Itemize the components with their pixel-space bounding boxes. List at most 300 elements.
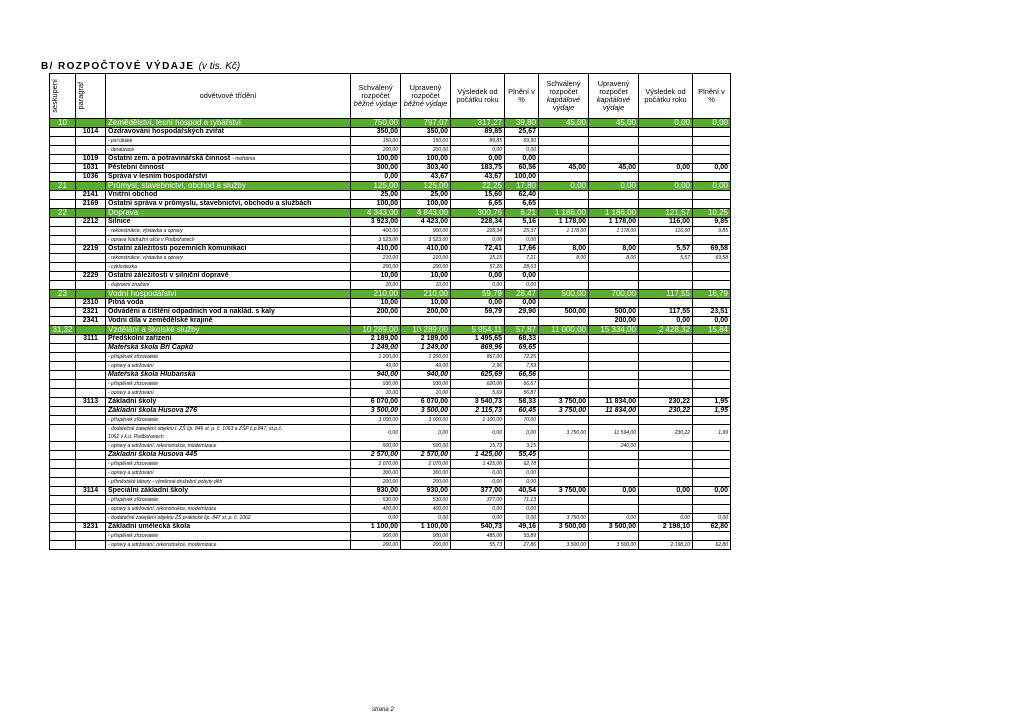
vysledek-kapital-cell: 230,22 <box>639 407 693 416</box>
schvaleny-kapital-cell <box>539 353 589 362</box>
plneni-kapital-cell <box>693 416 731 425</box>
plneni-kapital-cell <box>693 335 731 344</box>
plneni-bezne-cell: 55,45 <box>505 451 539 460</box>
vysledek-kapital-cell <box>639 451 693 460</box>
plneni-bezne-cell: 0,00 <box>505 514 539 523</box>
vysledek-kapital-cell <box>639 460 693 469</box>
schvaleny-kapital-cell <box>539 173 589 182</box>
row-label: - psí útulek <box>108 138 133 144</box>
vysledek-kapital-cell <box>639 371 693 380</box>
paragraf-cell <box>76 290 106 299</box>
paragraf-cell: 2212 <box>76 218 106 227</box>
paragraf-cell <box>76 353 106 362</box>
row-label: Pěstební činnost <box>108 164 165 171</box>
paragraf-cell: 1019 <box>76 155 106 164</box>
trideni-cell <box>106 119 351 128</box>
schvaleny-bezne-cell <box>351 317 401 326</box>
schvaleny-bezne-cell: 210,00 <box>351 290 401 299</box>
schvaleny-bezne-cell: 100,00 <box>351 200 401 209</box>
upraveny-bezne-cell: 10,00 <box>401 281 451 290</box>
trideni-cell <box>106 227 351 236</box>
upraveny-kapital-cell: 11 834,00 <box>589 398 639 407</box>
detail-row <box>50 227 731 236</box>
vysledek-kapital-cell: 5,57 <box>639 254 693 263</box>
schvaleny-bezne-cell: 500,00 <box>351 442 401 451</box>
detail-row <box>50 505 731 514</box>
upraveny-bezne-cell: 940,00 <box>401 371 451 380</box>
upraveny-bezne-cell: 200,00 <box>401 541 451 550</box>
paragraf-cell <box>76 263 106 272</box>
vysledek-kapital-cell: 0,00 <box>639 164 693 173</box>
upraveny-kapital-cell: 15 334,00 <box>589 326 639 335</box>
header-plneni-kapital: Plnění v % <box>693 74 731 119</box>
upraveny-kapital-cell: 1 178,00 <box>589 227 639 236</box>
seskupeni-cell <box>50 263 76 272</box>
schvaleny-bezne-cell: 350,00 <box>351 128 401 137</box>
trideni-cell <box>106 487 351 496</box>
trideni-cell <box>106 496 351 505</box>
plneni-kapital-cell: 9,85 <box>693 218 731 227</box>
trideni-cell <box>106 209 351 218</box>
trideni-cell <box>106 398 351 407</box>
paragraph-row <box>50 335 731 344</box>
plneni-kapital-cell: 16,79 <box>693 290 731 299</box>
page-heading <box>41 61 240 72</box>
schvaleny-kapital-cell <box>539 478 589 487</box>
schvaleny-kapital-cell: 500,00 <box>539 308 589 317</box>
trideni-cell <box>106 407 351 416</box>
trideni-cell <box>106 335 351 344</box>
seskupeni-cell <box>50 146 76 155</box>
school-row <box>50 451 731 460</box>
upraveny-bezne-cell: 0,00 <box>401 514 451 523</box>
vysledek-bezne-cell: 1 495,65 <box>451 335 505 344</box>
row-label: Ostatní správa v průmyslu, stavebnictví, obchodu a službách <box>108 200 312 207</box>
plneni-kapital-cell: 10,25 <box>693 209 731 218</box>
detail-row <box>50 362 731 371</box>
plneni-kapital-cell: 9,85 <box>693 227 731 236</box>
schvaleny-kapital-cell <box>539 344 589 353</box>
plneni-kapital-cell <box>693 380 731 389</box>
plneni-bezne-cell: 59,90 <box>505 137 539 146</box>
schvaleny-bezne-cell: 400,00 <box>351 505 401 514</box>
schvaleny-bezne-cell: 2 189,00 <box>351 335 401 344</box>
plneni-bezne-cell: 0,00 <box>505 236 539 245</box>
row-label: - deratizace <box>108 147 135 153</box>
seskupeni-cell <box>50 191 76 200</box>
schvaleny-bezne-cell: 940,00 <box>351 371 401 380</box>
upraveny-kapital-cell <box>589 389 639 398</box>
row-label: Silnice <box>108 218 131 225</box>
vysledek-kapital-cell: 121,57 <box>639 209 693 218</box>
seskupeni-cell <box>50 344 76 353</box>
row-label-cont: 1062 v k.ú. Podbořanech <box>108 434 164 440</box>
vysledek-bezne-cell: 183,75 <box>451 164 505 173</box>
vysledek-kapital-cell: 117,55 <box>639 308 693 317</box>
plneni-bezne-cell: 5,16 <box>505 218 539 227</box>
paragraf-cell <box>76 371 106 380</box>
plneni-bezne-cell: 0,00 <box>505 425 539 442</box>
group-row <box>50 209 731 218</box>
trideni-cell <box>106 308 351 317</box>
paragraph-row <box>50 200 731 209</box>
plneni-kapital-cell <box>693 236 731 245</box>
plneni-kapital-cell <box>693 272 731 281</box>
detail-row <box>50 137 731 146</box>
upraveny-bezne-cell: 150,00 <box>401 137 451 146</box>
schvaleny-kapital-cell: 3 750,00 <box>539 398 589 407</box>
vysledek-kapital-cell: 0,00 <box>639 317 693 326</box>
plneni-bezne-cell: 56,87 <box>505 389 539 398</box>
plneni-bezne-cell: 6,65 <box>505 200 539 209</box>
budget-table <box>49 73 731 550</box>
row-label: - příspěvek zřizovatele <box>108 417 159 423</box>
schvaleny-bezne-cell: 1 249,00 <box>351 344 401 353</box>
paragraf-cell: 3113 <box>76 398 106 407</box>
plneni-kapital-cell: 1,95 <box>693 398 731 407</box>
trideni-cell <box>106 380 351 389</box>
upraveny-bezne-cell: 100,00 <box>401 200 451 209</box>
detail-row <box>50 496 731 505</box>
upraveny-kapital-cell <box>589 371 639 380</box>
plneni-kapital-cell <box>693 299 731 308</box>
seskupeni-cell <box>50 496 76 505</box>
paragraf-cell <box>76 460 106 469</box>
plneni-bezne-cell: 27,86 <box>505 541 539 550</box>
plneni-bezne-cell: 0,00 <box>505 299 539 308</box>
row-label: Odvádění a čištění odpadních vod a naklád. s kaly <box>108 308 275 315</box>
schvaleny-kapital-cell: 500,00 <box>539 290 589 299</box>
vysledek-bezne-cell: 57,26 <box>451 263 505 272</box>
paragraf-cell: 3114 <box>76 487 106 496</box>
paragraf-cell <box>76 146 106 155</box>
plneni-bezne-cell: 53,89 <box>505 532 539 541</box>
schvaleny-bezne-cell: 10 289,00 <box>351 326 401 335</box>
seskupeni-cell <box>50 416 76 425</box>
paragraph-row <box>50 272 731 281</box>
upraveny-bezne-cell: 530,00 <box>401 496 451 505</box>
plneni-bezne-cell: 49,16 <box>505 523 539 532</box>
trideni-cell <box>106 281 351 290</box>
upraveny-kapital-cell <box>589 416 639 425</box>
upraveny-kapital-cell: 200,00 <box>589 317 639 326</box>
plneni-bezne-cell: 57,87 <box>505 326 539 335</box>
header-vysledek-bezne: Výsledek od počátku roku <box>451 74 505 119</box>
trideni-cell <box>106 326 351 335</box>
plneni-bezne-cell: 62,78 <box>505 460 539 469</box>
seskupeni-cell <box>50 164 76 173</box>
vysledek-kapital-cell: 116,00 <box>639 227 693 236</box>
schvaleny-kapital-cell: 3 750,00 <box>539 514 589 523</box>
vysledek-bezne-cell: 485,00 <box>451 532 505 541</box>
paragraf-cell <box>76 532 106 541</box>
upraveny-bezne-cell: 10,00 <box>401 299 451 308</box>
plneni-bezne-cell: 25,37 <box>505 227 539 236</box>
paragraf-cell <box>76 380 106 389</box>
vysledek-bezne-cell: 0,00 <box>451 425 505 442</box>
row-label: - dodatečné zateplení objektu ZŠ praktické čp. 847 st. p. č. 1062 <box>108 515 251 521</box>
upraveny-bezne-cell: 10 289,00 <box>401 326 451 335</box>
row-label: - příspěvek zřizovatele <box>108 354 159 360</box>
schvaleny-kapital-cell <box>539 281 589 290</box>
trideni-cell <box>106 541 351 550</box>
schvaleny-kapital-cell <box>539 380 589 389</box>
plneni-bezne-cell: 0,00 <box>505 478 539 487</box>
row-label: - opravy a udržování <box>108 390 154 396</box>
paragraph-row <box>50 398 731 407</box>
vysledek-kapital-cell: 0,00 <box>639 487 693 496</box>
upraveny-kapital-cell <box>589 299 639 308</box>
vysledek-kapital-cell: 0,00 <box>639 514 693 523</box>
upraveny-bezne-cell: 303,40 <box>401 164 451 173</box>
paragraf-cell <box>76 236 106 245</box>
row-label: - opravy a udržování, rekonstrukce, modernizace <box>108 443 217 449</box>
vysledek-bezne-cell: 228,34 <box>451 227 505 236</box>
upraveny-bezne-cell: 0,00 <box>401 425 451 442</box>
upraveny-kapital-cell <box>589 281 639 290</box>
schvaleny-bezne-cell: 200,00 <box>351 478 401 487</box>
schvaleny-bezne-cell: 4 343,00 <box>351 209 401 218</box>
plneni-kapital-cell: 0,00 <box>693 317 731 326</box>
plneni-bezne-cell: 62,40 <box>505 191 539 200</box>
trideni-cell <box>106 442 351 451</box>
schvaleny-kapital-cell <box>539 496 589 505</box>
upraveny-kapital-cell: 240,00 <box>589 442 639 451</box>
seskupeni-cell <box>50 281 76 290</box>
paragraf-cell <box>76 407 106 416</box>
upraveny-bezne-cell: 797,07 <box>401 119 451 128</box>
plneni-bezne-cell: 72,25 <box>505 353 539 362</box>
vysledek-kapital-cell <box>639 389 693 398</box>
detail-row <box>50 416 731 425</box>
paragraf-cell <box>76 496 106 505</box>
vysledek-bezne-cell: 89,85 <box>451 128 505 137</box>
paragraf-cell <box>76 389 106 398</box>
upraveny-kapital-cell <box>589 460 639 469</box>
plneni-kapital-cell <box>693 191 731 200</box>
seskupeni-cell <box>50 200 76 209</box>
plneni-kapital-cell <box>693 155 731 164</box>
header-vysledek-kapital: Výsledek od počátku roku <box>639 74 693 119</box>
trideni-cell <box>106 200 351 209</box>
schvaleny-bezne-cell: 1 200,00 <box>351 353 401 362</box>
schvaleny-kapital-cell <box>539 505 589 514</box>
upraveny-kapital-cell <box>589 451 639 460</box>
paragraph-row <box>50 317 731 326</box>
plneni-bezne-cell: 28,47 <box>505 290 539 299</box>
upraveny-bezne-cell: 200,00 <box>401 478 451 487</box>
upraveny-bezne-cell: 900,00 <box>401 227 451 236</box>
seskupeni-cell <box>50 407 76 416</box>
vysledek-bezne-cell: 55,73 <box>451 541 505 550</box>
upraveny-bezne-cell: 4 843,00 <box>401 209 451 218</box>
row-label: Předškolní zařízení <box>108 335 172 342</box>
vysledek-kapital-cell <box>639 146 693 155</box>
vysledek-bezne-cell: 2,96 <box>451 362 505 371</box>
vysledek-bezne-cell: 15,15 <box>451 254 505 263</box>
upraveny-bezne-cell: 410,00 <box>401 245 451 254</box>
paragraf-cell: 1014 <box>76 128 106 137</box>
trideni-cell <box>106 191 351 200</box>
seskupeni-cell <box>50 505 76 514</box>
vysledek-bezne-cell: 3 540,73 <box>451 398 505 407</box>
schvaleny-bezne-cell: 10,00 <box>351 281 401 290</box>
upraveny-kapital-cell <box>589 532 639 541</box>
plneni-kapital-cell <box>693 353 731 362</box>
upraveny-kapital-cell <box>589 137 639 146</box>
plneni-bezne-cell: 40,54 <box>505 487 539 496</box>
school-row <box>50 407 731 416</box>
plneni-kapital-cell: 0,00 <box>693 514 731 523</box>
paragraf-cell: 2310 <box>76 299 106 308</box>
plneni-kapital-cell: 1,95 <box>693 407 731 416</box>
paragraf-cell: 2229 <box>76 272 106 281</box>
seskupeni-cell <box>50 514 76 523</box>
schvaleny-bezne-cell: 200,00 <box>351 263 401 272</box>
detail-row <box>50 442 731 451</box>
upraveny-bezne-cell: 6 070,00 <box>401 398 451 407</box>
vysledek-kapital-cell <box>639 200 693 209</box>
paragraf-cell <box>76 362 106 371</box>
upraveny-kapital-cell <box>589 155 639 164</box>
vysledek-kapital-cell: 2 428,32 <box>639 326 693 335</box>
schvaleny-bezne-cell: 25,00 <box>351 191 401 200</box>
schvaleny-bezne-cell: 200,00 <box>351 146 401 155</box>
vysledek-bezne-cell: 0,00 <box>451 236 505 245</box>
vysledek-bezne-cell: 0,00 <box>451 505 505 514</box>
schvaleny-kapital-cell <box>539 469 589 478</box>
vysledek-bezne-cell: 0,00 <box>451 514 505 523</box>
seskupeni-cell <box>50 218 76 227</box>
plneni-kapital-cell <box>693 200 731 209</box>
header-paragraf: paragraf <box>76 74 106 119</box>
trideni-cell <box>106 353 351 362</box>
schvaleny-kapital-cell: 1 178,00 <box>539 218 589 227</box>
trideni-cell <box>106 254 351 263</box>
seskupeni-cell <box>50 532 76 541</box>
paragraf-cell <box>76 182 106 191</box>
group-row <box>50 326 731 335</box>
upraveny-kapital-cell: 700,00 <box>589 290 639 299</box>
paragraph-row <box>50 191 731 200</box>
plneni-bezne-cell: 66,56 <box>505 371 539 380</box>
paragraf-cell <box>76 344 106 353</box>
schvaleny-kapital-cell <box>539 460 589 469</box>
schvaleny-bezne-cell: 0,00 <box>351 173 401 182</box>
plneni-bezne-cell: 60,45 <box>505 407 539 416</box>
plneni-kapital-cell: 0,00 <box>693 119 731 128</box>
plneni-bezne-cell: 29,90 <box>505 308 539 317</box>
header-schvaleny-kapital: Schválený rozpočet kapitálové výdaje <box>539 74 589 119</box>
row-label: Mateřská škola Hlubanská <box>108 371 196 378</box>
paragraf-cell: 1031 <box>76 164 106 173</box>
schvaleny-kapital-cell: 3 500,00 <box>539 541 589 550</box>
schvaleny-kapital-cell: 0,00 <box>539 182 589 191</box>
seskupeni-cell <box>50 173 76 182</box>
paragraf-cell <box>76 505 106 514</box>
seskupeni-cell <box>50 389 76 398</box>
seskupeni-cell <box>50 541 76 550</box>
paragraph-row <box>50 308 731 317</box>
schvaleny-bezne-cell: 530,00 <box>351 496 401 505</box>
seskupeni-cell <box>50 236 76 245</box>
trideni-cell <box>106 344 351 353</box>
seskupeni-cell <box>50 353 76 362</box>
header-trideni: odvětvové třídění <box>106 74 351 119</box>
schvaleny-bezne-cell: 0,00 <box>351 425 401 442</box>
vysledek-kapital-cell: 0,00 <box>639 119 693 128</box>
trideni-cell <box>106 164 351 173</box>
plneni-bezne-cell: 17,80 <box>505 182 539 191</box>
seskupeni-cell <box>50 442 76 451</box>
vysledek-kapital-cell <box>639 155 693 164</box>
paragraf-cell <box>76 514 106 523</box>
page-footer: strana 2 <box>372 707 394 713</box>
paragraf-cell <box>76 119 106 128</box>
plneni-bezne-cell: 6,21 <box>505 209 539 218</box>
row-label: Vnitřní obchod <box>108 191 158 198</box>
trideni-cell <box>106 416 351 425</box>
paragraph-row <box>50 523 731 532</box>
schvaleny-bezne-cell: 10,00 <box>351 299 401 308</box>
schvaleny-bezne-cell: 0,00 <box>351 514 401 523</box>
paragraf-cell <box>76 227 106 236</box>
row-label: Ostatní zem. a potravinářská činnost <box>108 155 231 162</box>
row-label: - rekonstrukce, výstavba a opravy <box>108 255 183 261</box>
row-label: - cyklostezka <box>108 264 137 270</box>
paragraf-cell <box>76 137 106 146</box>
vysledek-kapital-cell: 116,00 <box>639 218 693 227</box>
plneni-bezne-cell: 0,00 <box>505 469 539 478</box>
plneni-kapital-cell: 23,51 <box>693 308 731 317</box>
upraveny-bezne-cell: 200,00 <box>401 146 451 155</box>
paragraf-cell: 2141 <box>76 191 106 200</box>
row-label: Ozdravování hospodářských zvířat <box>108 128 224 135</box>
upraveny-bezne-cell: 10,00 <box>401 389 451 398</box>
vysledek-kapital-cell <box>639 299 693 308</box>
upraveny-kapital-cell <box>589 272 639 281</box>
plneni-kapital-cell <box>693 469 731 478</box>
schvaleny-kapital-cell: 3 750,00 <box>539 487 589 496</box>
detail-row <box>50 514 731 523</box>
upraveny-kapital-cell <box>589 380 639 389</box>
trideni-cell <box>106 236 351 245</box>
plneni-kapital-cell <box>693 478 731 487</box>
row-label: Správa v lesním hospodářství <box>108 173 208 180</box>
vysledek-bezne-cell: 59,79 <box>451 290 505 299</box>
row-label: - opravy a udržování, rekonstrukce, modernizace <box>108 506 217 512</box>
schvaleny-bezne-cell: 930,00 <box>351 380 401 389</box>
paragraph-row <box>50 128 731 137</box>
plneni-kapital-cell: 0,00 <box>693 182 731 191</box>
upraveny-kapital-cell <box>589 146 639 155</box>
row-label: Základní škola Husova 445 <box>108 451 198 458</box>
row-label: - příměstské tábory - výměnné družební pobyty dětí <box>108 479 223 485</box>
plneni-bezne-cell: 0,00 <box>505 146 539 155</box>
schvaleny-bezne-cell: 3 923,00 <box>351 218 401 227</box>
plneni-kapital-cell: 69,58 <box>693 245 731 254</box>
plneni-bezne-cell <box>505 317 539 326</box>
schvaleny-bezne-cell: 100,00 <box>351 155 401 164</box>
trideni-cell <box>106 173 351 182</box>
plneni-kapital-cell <box>693 389 731 398</box>
plneni-bezne-cell: 66,67 <box>505 380 539 389</box>
plneni-bezne-cell: 100,00 <box>505 173 539 182</box>
schvaleny-kapital-cell <box>539 299 589 308</box>
vysledek-bezne-cell: 0,00 <box>451 469 505 478</box>
detail-row <box>50 532 731 541</box>
plneni-bezne-cell: 17,66 <box>505 245 539 254</box>
